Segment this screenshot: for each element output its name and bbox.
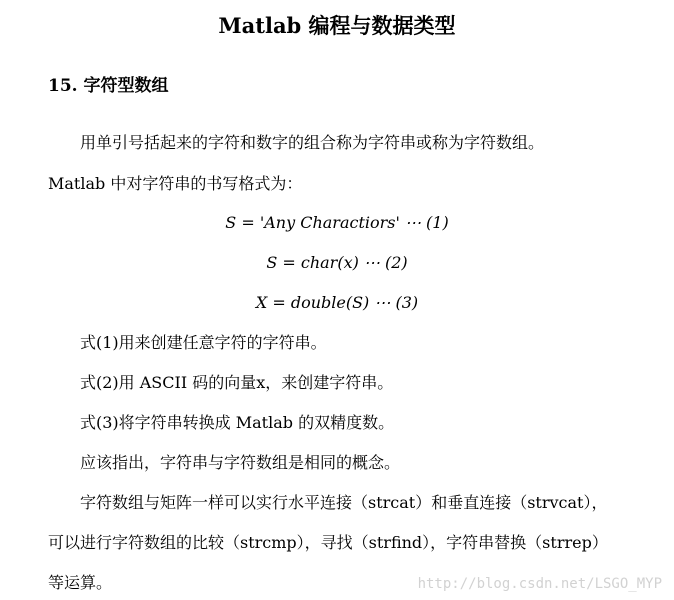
item-4-text: 应该指出，字符串与字符数组是相同的概念。 (80, 453, 401, 472)
equation-1: S = 'Any Charactiors' ⋯ (1) (225, 213, 449, 232)
final-paragraph-line-3: 等运算。 (48, 573, 113, 592)
intro-line-2: Matlab 中对字符串的书写格式为： (48, 174, 303, 193)
final-paragraph-line-2: 可以进行字符数组的比较（strcmp），寻找（strfind），字符串替换（strrep） (48, 533, 608, 552)
section-heading: 15. 字符型数组 (48, 76, 169, 96)
intro-line-1: 用单引号括起来的字符和数字的组合称为字符串或称为字符数组。 (80, 133, 545, 152)
item-3-text: 式(3)将字符串转换成 Matlab 的双精度数。 (80, 413, 395, 432)
item-1-text: 式(1)用来创建任意字符的字符串。 (80, 333, 327, 352)
item-2-text: 式(2)用 ASCII 码的向量x，来创建字符串。 (80, 373, 394, 392)
page-title: Matlab 编程与数据类型 (218, 13, 456, 38)
watermark-url: http://blog.csdn.net/LSGO_MYP (417, 576, 662, 592)
final-paragraph-line-1: 字符数组与矩阵一样可以实行水平连接（strcat）和垂直连接（strvcat）， (80, 493, 608, 512)
equation-2: S = char(x) ⋯ (2) (266, 253, 408, 272)
equation-3: X = double(S) ⋯ (3) (255, 293, 419, 312)
